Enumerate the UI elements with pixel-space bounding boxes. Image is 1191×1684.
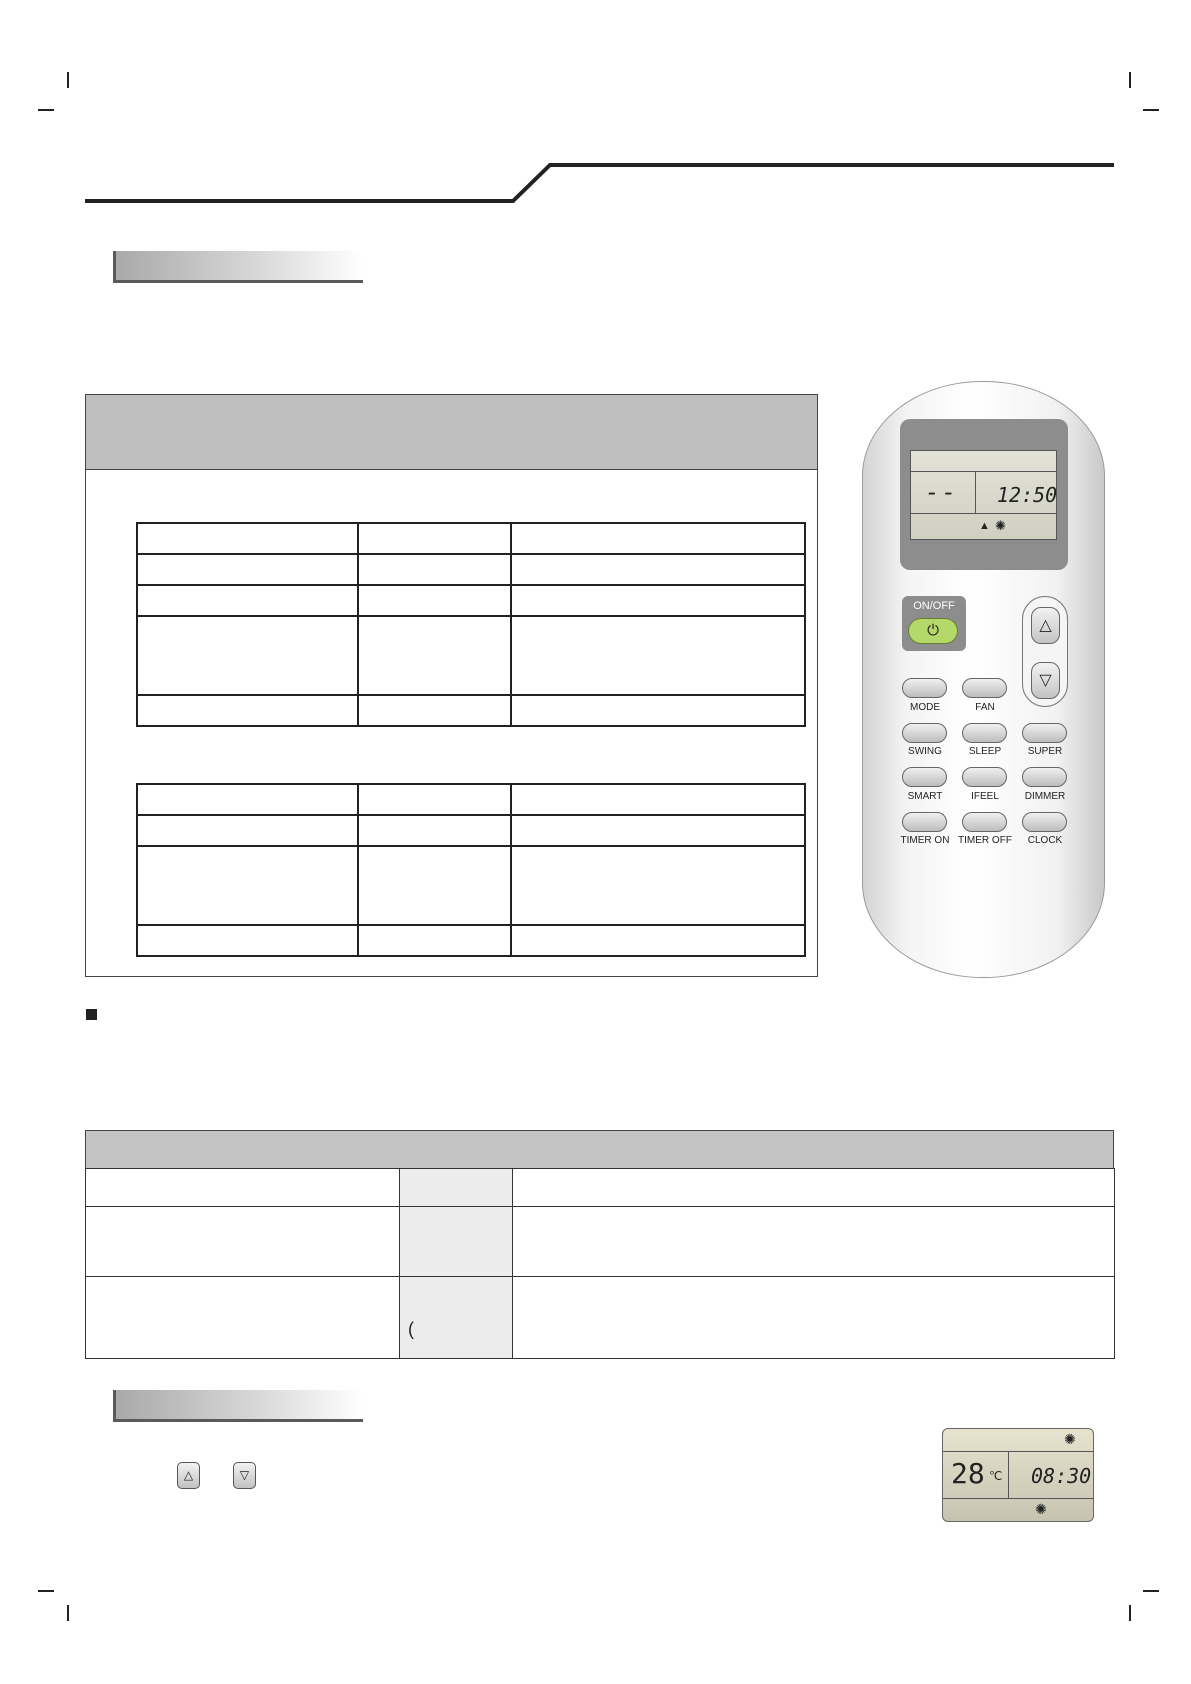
table-row [137,695,805,726]
lcd-divider [1008,1451,1009,1498]
bullet-square [86,1009,97,1020]
settings-table-2 [136,783,806,957]
fan-button[interactable] [962,678,1007,698]
lcd-temp-unit: ℃ [989,1469,1003,1483]
remote-lcd-screen [910,450,1057,540]
settings-table-1 [136,522,806,727]
table-row [137,585,805,616]
mode-label: MODE [910,702,940,713]
crop-mark [1143,1590,1159,1592]
dimmer-button[interactable] [1022,767,1067,787]
table-row [137,523,805,554]
lcd-time-readout: 12:50 [997,483,1058,507]
inline-up-key-icon: △ [177,1462,200,1489]
super-button[interactable] [1022,723,1067,743]
table-row [137,846,805,925]
up-triangle-icon: △ [1039,617,1052,634]
crop-mark [38,1590,54,1592]
section-heading-tab [113,1390,363,1422]
down-triangle-icon: ▽ [1039,672,1052,689]
table-row [137,815,805,846]
sleep-button[interactable] [962,723,1007,743]
table-row [137,925,805,956]
table-row [137,616,805,695]
display-example-lcd [942,1428,1094,1522]
sun-icon: ✺ [995,518,1006,533]
table-row [137,784,805,815]
lcd-divider [975,471,976,513]
paren-text: ( [408,1319,414,1339]
onoff-button[interactable] [908,618,958,644]
sun-icon: ✺ [1035,1501,1047,1517]
clock-label: CLOCK [1027,835,1063,846]
lcd-divider [911,471,1056,472]
section-heading-tab [113,251,363,283]
temp-down-button[interactable] [1031,662,1060,699]
fan-triangle-icon: ▲ [979,520,990,532]
temp-up-button[interactable] [1031,607,1060,644]
crop-mark [1129,1605,1131,1621]
lcd-divider [943,1498,1093,1499]
table-panel-header [85,394,818,470]
smart-button[interactable] [902,767,947,787]
timer-on-label: TIMER ON [900,835,950,846]
timer-on-button[interactable] [902,812,947,832]
lcd-divider [943,1451,1093,1452]
smart-label: SMART [907,791,943,802]
table-row [86,1277,1115,1359]
lcd-divider [911,513,1056,514]
table-row [86,1169,1115,1207]
bottom-table-header [85,1130,1114,1169]
sleep-label: SLEEP [968,746,1002,757]
mode-button[interactable] [902,678,947,698]
lcd-left-readout: -- [925,478,958,506]
ifeel-button[interactable] [962,767,1007,787]
ifeel-label: IFEEL [971,791,999,802]
super-label: SUPER [1027,746,1063,757]
bottom-table [85,1168,1115,1359]
header-rule [0,0,1191,210]
timer-off-button[interactable] [962,812,1007,832]
table-row [137,554,805,585]
swing-button[interactable] [902,723,947,743]
sun-icon: ✺ [1064,1431,1076,1447]
onoff-label: ON/OFF [913,600,955,612]
dimmer-label: DIMMER [1024,791,1066,802]
timer-off-label: TIMER OFF [958,835,1012,846]
fan-label: FAN [975,702,995,713]
power-icon: ⏻ [927,622,939,639]
clock-button[interactable] [1022,812,1067,832]
lcd-temperature: 28 [951,1457,985,1490]
crop-mark [67,1605,69,1621]
swing-label: SWING [908,746,942,757]
inline-down-key-icon: ▽ [233,1462,256,1489]
lcd-time: 08:30 [1031,1464,1092,1488]
table-row [86,1207,1115,1277]
